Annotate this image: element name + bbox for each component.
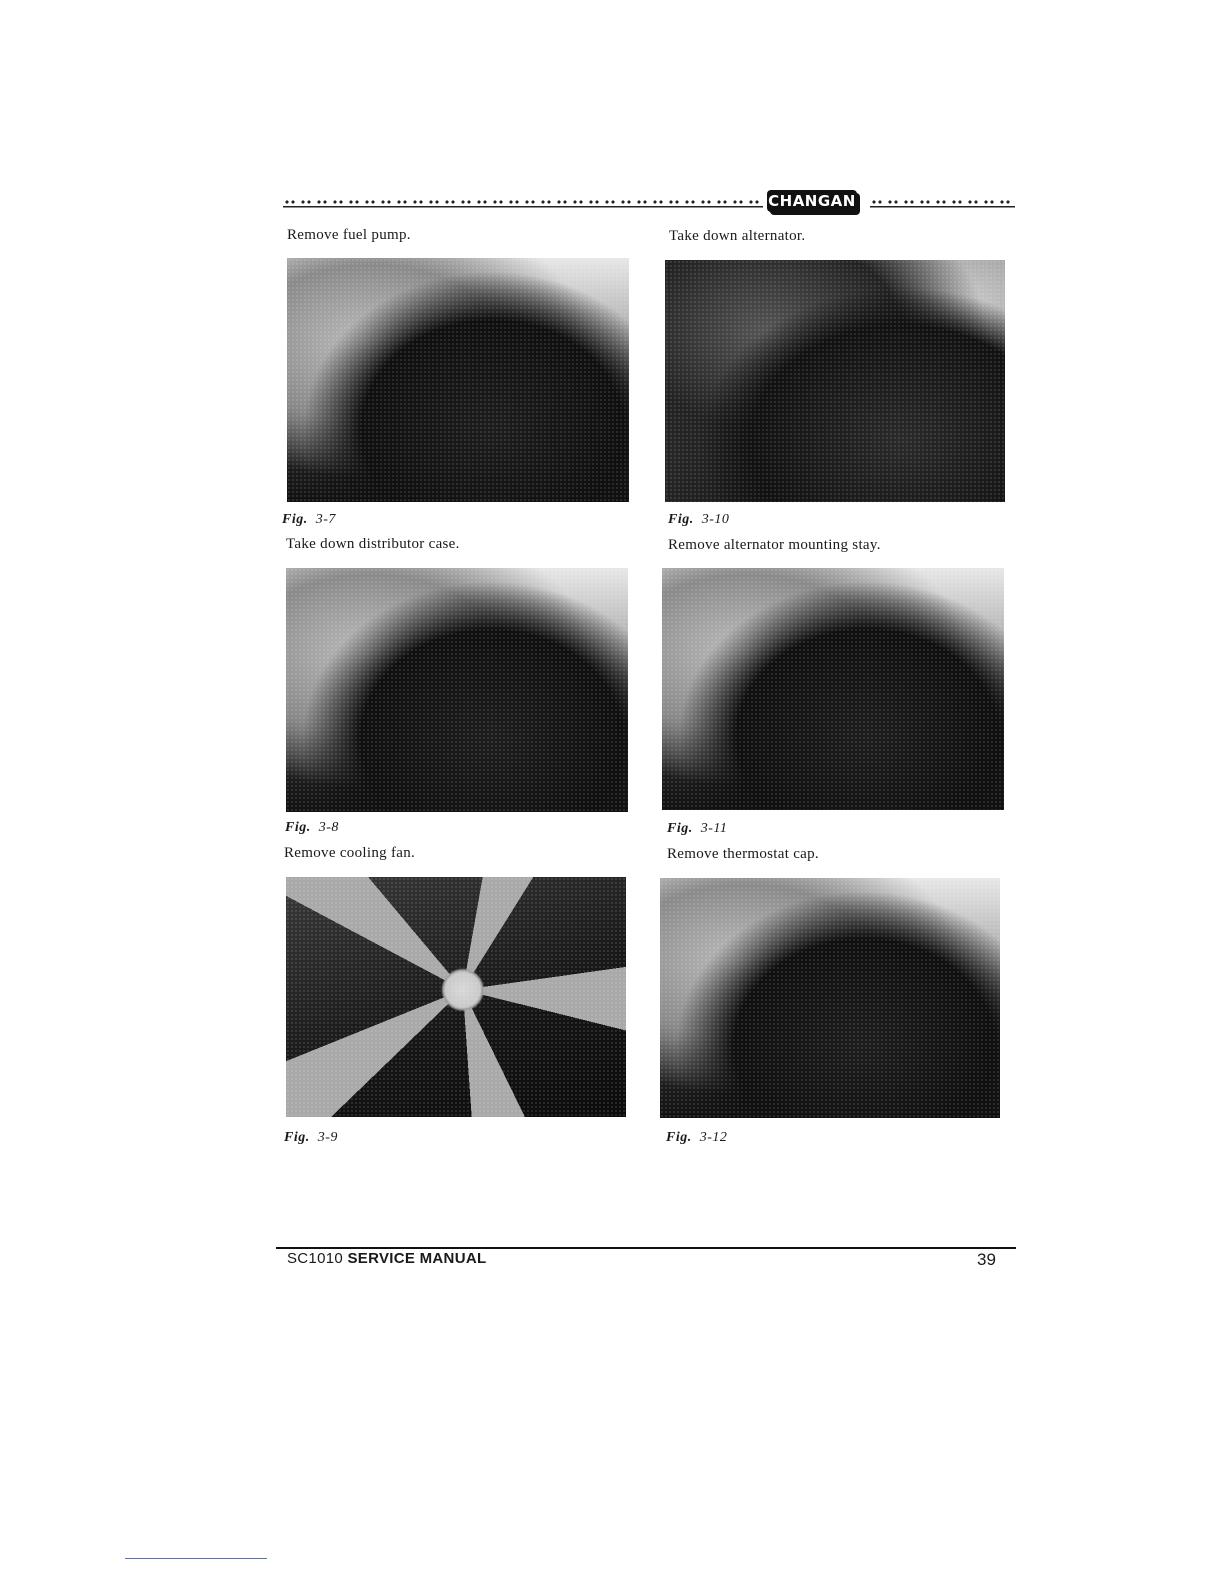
alternator-photo xyxy=(665,260,1005,502)
figure-label: Fig. 3-10 xyxy=(668,512,730,527)
header-ornament-right xyxy=(870,194,1015,208)
header-ornament-left xyxy=(283,194,763,208)
figure-label: Fig. 3-9 xyxy=(284,1130,338,1145)
fuel-pump-removal-photo xyxy=(287,258,629,502)
figure-caption: Take down alternator. xyxy=(669,228,806,244)
footer-rule xyxy=(276,1247,1016,1249)
page-edge-line xyxy=(125,1558,267,1559)
figure-caption: Remove fuel pump. xyxy=(287,227,411,243)
figure-label: Fig. 3-12 xyxy=(666,1130,728,1145)
figure-label: Fig. 3-11 xyxy=(667,821,728,836)
figure-caption: Remove thermostat cap. xyxy=(667,846,819,862)
distributor-case-photo xyxy=(286,568,628,812)
figure-caption: Remove cooling fan. xyxy=(284,845,416,861)
figure-label: Fig. 3-7 xyxy=(282,512,336,527)
alternator-stay-photo xyxy=(662,568,1004,810)
figure-label: Fig. 3-8 xyxy=(285,820,339,835)
brand-logo: CHANGAN xyxy=(768,192,856,210)
thermostat-cap-photo xyxy=(660,878,1000,1118)
cooling-fan-photo xyxy=(286,877,626,1117)
page-number: 39 xyxy=(977,1250,996,1269)
footer-title: SC1010 SERVICE MANUAL xyxy=(287,1250,487,1267)
figure-caption: Remove alternator mounting stay. xyxy=(668,537,881,553)
figure-caption: Take down distributor case. xyxy=(286,536,460,552)
